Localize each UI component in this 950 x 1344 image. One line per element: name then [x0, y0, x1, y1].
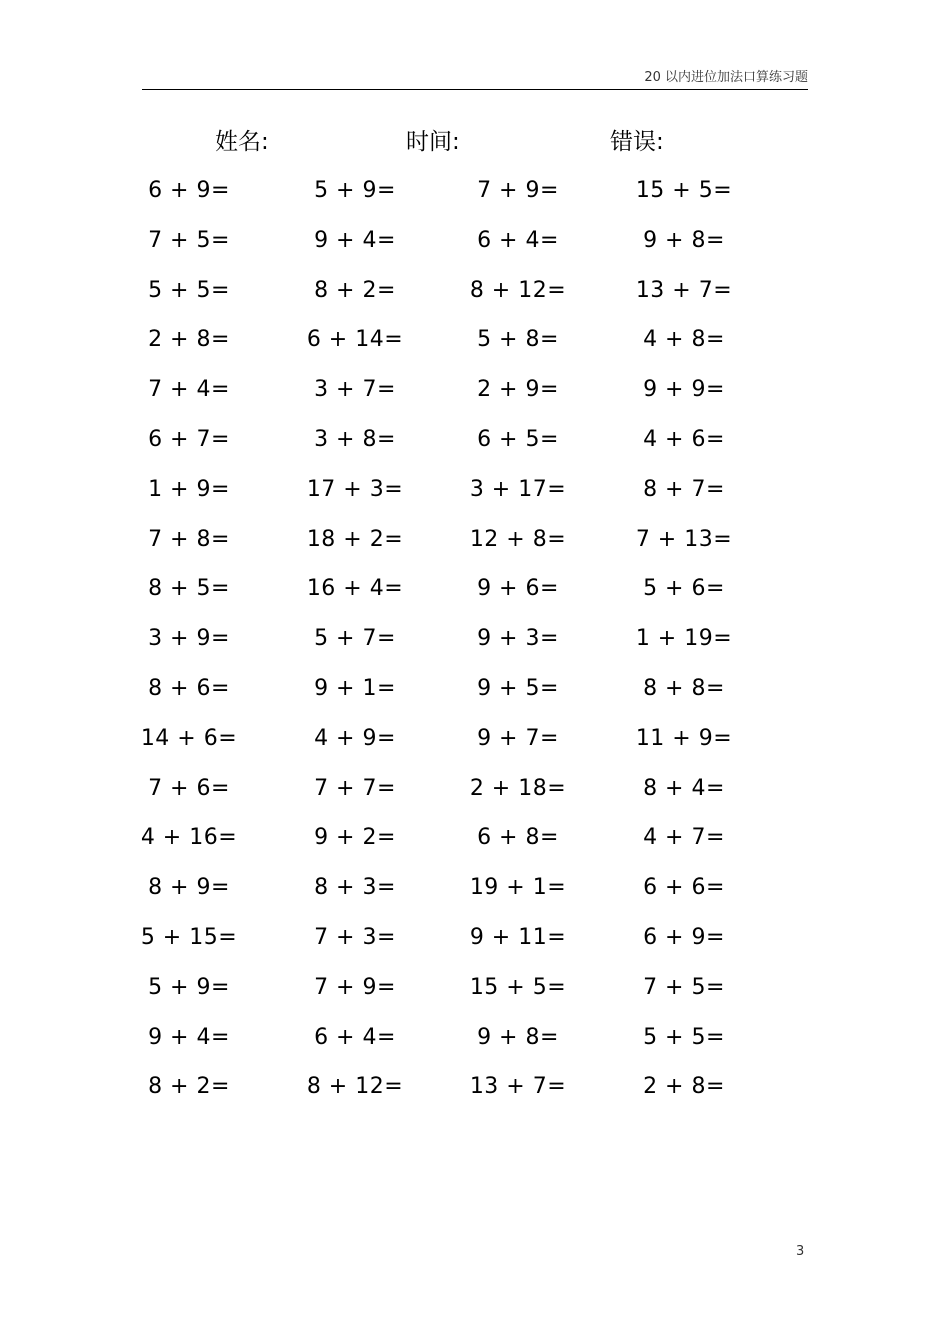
- problem-item: 2 + 8=: [148, 327, 230, 353]
- problem-item: 8 + 12=: [306, 1074, 404, 1100]
- problem-item: 16 + 4=: [306, 576, 404, 602]
- problem-item: 11 + 9=: [635, 725, 733, 751]
- problem-item: 5 + 6=: [643, 576, 725, 602]
- problem-item: 5 + 9=: [148, 974, 230, 1000]
- problem-item: 1 + 9=: [148, 476, 230, 502]
- problem-item: 9 + 7=: [477, 725, 559, 751]
- problem-item: 9 + 6=: [477, 576, 559, 602]
- problem-item: 8 + 3=: [314, 875, 396, 901]
- problem-grid: [0, 171, 950, 1117]
- problem-row: [0, 370, 950, 420]
- problem-item: 6 + 5=: [477, 426, 559, 452]
- problem-item: 2 + 8=: [643, 1074, 725, 1100]
- time-label: 时间:: [406, 129, 460, 155]
- problem-item: 5 + 7=: [314, 626, 396, 652]
- problem-row: [0, 918, 950, 968]
- name-label: 姓名:: [215, 129, 269, 155]
- problem-item: 6 + 7=: [148, 426, 230, 452]
- problem-item: 7 + 9=: [477, 178, 559, 203]
- problem-item: 9 + 4=: [314, 227, 396, 253]
- problem-item: 8 + 5=: [148, 576, 230, 602]
- problem-item: 8 + 4=: [643, 775, 725, 801]
- problem-item: 7 + 6=: [148, 775, 230, 801]
- problem-item: 6 + 8=: [477, 825, 559, 851]
- problem-row: [0, 1018, 950, 1068]
- problem-item: 9 + 8=: [477, 1024, 559, 1050]
- problem-item: 6 + 9=: [148, 178, 230, 203]
- problem-row: [0, 221, 950, 271]
- problem-row: [0, 171, 950, 221]
- problem-row: [0, 271, 950, 321]
- problem-row: [0, 968, 950, 1018]
- problem-item: 9 + 2=: [314, 825, 396, 851]
- problem-item: 19 + 1=: [469, 875, 567, 901]
- problem-row: [0, 569, 950, 619]
- problem-item: 8 + 2=: [148, 1074, 230, 1100]
- problem-item: 1 + 19=: [635, 626, 733, 652]
- problem-item: 15 + 5=: [635, 178, 733, 203]
- problem-item: 5 + 15=: [140, 924, 238, 950]
- problem-item: 3 + 7=: [314, 377, 396, 403]
- problem-item: 4 + 16=: [140, 825, 238, 851]
- problem-item: 7 + 13=: [635, 526, 733, 552]
- problem-item: 6 + 4=: [314, 1024, 396, 1050]
- problem-item: 18 + 2=: [306, 526, 404, 552]
- problem-row: [0, 1067, 950, 1117]
- problem-item: 9 + 3=: [477, 626, 559, 652]
- header-rule: [142, 89, 808, 90]
- problem-item: 15 + 5=: [469, 974, 567, 1000]
- problem-item: 7 + 5=: [643, 974, 725, 1000]
- problem-row: [0, 619, 950, 669]
- problem-item: 9 + 4=: [148, 1024, 230, 1050]
- problem-row: [0, 719, 950, 769]
- problem-item: 2 + 9=: [477, 377, 559, 403]
- problem-row: [0, 470, 950, 520]
- problem-item: 5 + 8=: [477, 327, 559, 353]
- running-header-title: 20 以内进位加法口算练习题: [644, 70, 808, 85]
- student-info-row: [0, 126, 950, 160]
- problem-item: 9 + 9=: [643, 377, 725, 403]
- problem-item: 8 + 12=: [469, 277, 567, 303]
- problem-item: 9 + 1=: [314, 675, 396, 701]
- problem-item: 17 + 3=: [306, 476, 404, 502]
- problem-item: 5 + 5=: [643, 1024, 725, 1050]
- problem-item: 8 + 2=: [314, 277, 396, 303]
- problem-item: 9 + 11=: [469, 924, 567, 950]
- problem-item: 7 + 4=: [148, 377, 230, 403]
- problem-item: 3 + 17=: [469, 476, 567, 502]
- page-number: 3: [796, 1244, 805, 1259]
- problem-item: 7 + 5=: [148, 227, 230, 253]
- problem-item: 9 + 8=: [643, 227, 725, 253]
- problem-item: 6 + 4=: [477, 227, 559, 253]
- problem-item: 6 + 9=: [643, 924, 725, 950]
- problem-item: 12 + 8=: [469, 526, 567, 552]
- problem-item: 8 + 9=: [148, 875, 230, 901]
- problem-row: [0, 818, 950, 868]
- problem-row: [0, 420, 950, 470]
- error-label: 错误:: [610, 129, 664, 155]
- problem-item: 4 + 8=: [643, 327, 725, 353]
- problem-item: 3 + 8=: [314, 426, 396, 452]
- problem-row: [0, 520, 950, 570]
- problem-item: 4 + 7=: [643, 825, 725, 851]
- problem-item: 7 + 8=: [148, 526, 230, 552]
- problem-item: 13 + 7=: [635, 277, 733, 303]
- problem-item: 8 + 7=: [643, 476, 725, 502]
- problem-row: [0, 769, 950, 819]
- problem-item: 13 + 7=: [469, 1074, 567, 1100]
- problem-row: [0, 868, 950, 918]
- problem-row: [0, 320, 950, 370]
- problem-item: 4 + 9=: [314, 725, 396, 751]
- problem-item: 2 + 18=: [469, 775, 567, 801]
- problem-item: 7 + 3=: [314, 924, 396, 950]
- problem-item: 9 + 5=: [477, 675, 559, 701]
- problem-item: 7 + 7=: [314, 775, 396, 801]
- problem-item: 5 + 5=: [148, 277, 230, 303]
- problem-item: 8 + 6=: [148, 675, 230, 701]
- problem-item: 7 + 9=: [314, 974, 396, 1000]
- problem-row: [0, 669, 950, 719]
- problem-item: 3 + 9=: [148, 626, 230, 652]
- problem-item: 14 + 6=: [140, 725, 238, 751]
- problem-item: 6 + 14=: [306, 327, 404, 353]
- problem-item: 5 + 9=: [314, 178, 396, 203]
- problem-item: 6 + 6=: [643, 875, 725, 901]
- problem-item: 4 + 6=: [643, 426, 725, 452]
- problem-item: 8 + 8=: [643, 675, 725, 701]
